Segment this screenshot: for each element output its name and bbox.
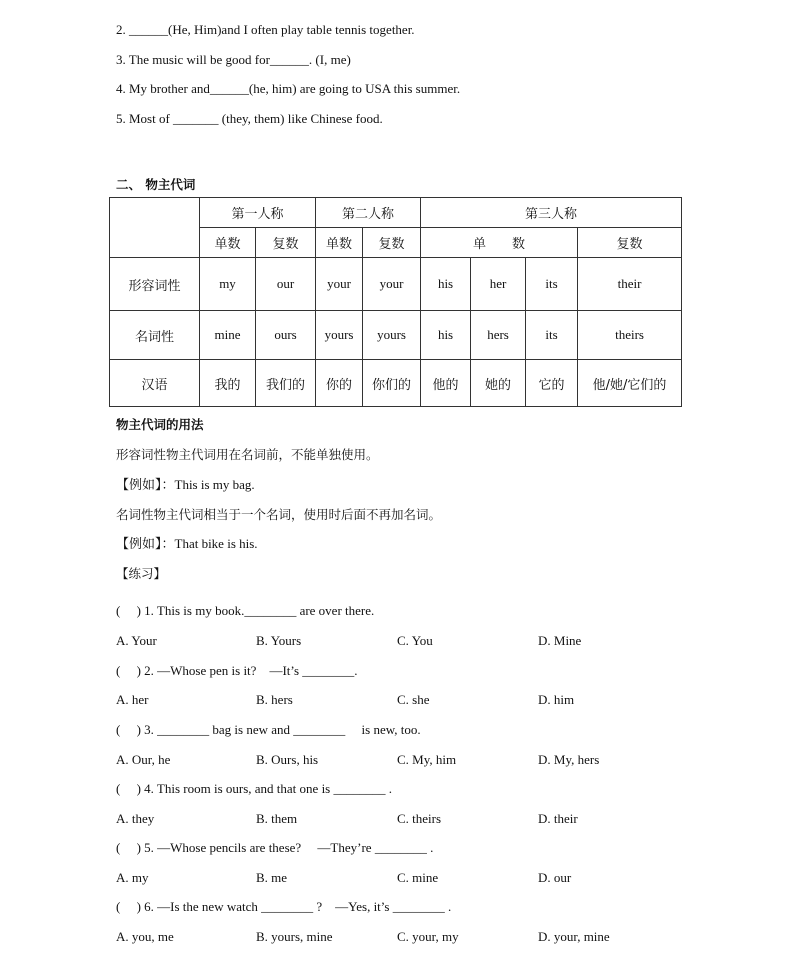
table-cell: 他/她/它们的	[578, 360, 682, 407]
table-cell: 我的	[200, 360, 256, 407]
table-row-adjective	[110, 258, 682, 311]
option-d: D. your, mine	[538, 929, 610, 944]
option-b: B. Yours	[256, 633, 302, 648]
option-b: B. hers	[256, 692, 293, 707]
option-c: C. theirs	[397, 811, 442, 826]
table-cell: theirs	[578, 311, 682, 360]
question-stem: ( ) 1. This is my book.________ are over there.	[116, 603, 375, 618]
question-stem: ( ) 3. ________ bag is new and ________ is new, too.	[116, 722, 421, 737]
subheader-third-plural: 复数	[578, 228, 682, 258]
row-label: 形容词性	[110, 258, 200, 311]
table-cell: yours	[316, 311, 363, 360]
exercise-line-4: 4. My brother and______(he, him) are going to USA this summer.	[116, 81, 461, 96]
table-cell: your	[363, 258, 421, 311]
table-cell: mine	[200, 311, 256, 360]
table-cell: our	[256, 258, 316, 311]
table-cell: 他的	[421, 360, 471, 407]
table-row-noun	[110, 311, 682, 360]
table-cell: 她的	[471, 360, 526, 407]
option-d: D. Mine	[538, 633, 582, 648]
option-a: A. my	[116, 870, 149, 885]
table-cell: 我们的	[256, 360, 316, 407]
usage-title: 物主代词的用法	[116, 417, 204, 432]
table-cell: my	[200, 258, 256, 311]
usage-rule-2: 名词性物主代词相当于一个名词，使用时后面不再加名词。	[116, 507, 442, 522]
header-second-person: 第二人称	[316, 198, 421, 228]
usage-example-1: 【例如】：This is my bag.	[116, 477, 255, 492]
option-c: C. My, him	[397, 752, 457, 767]
table-cell: its	[526, 311, 578, 360]
exercise-line-2: 2. ______(He, Him)and I often play table tennis together.	[116, 22, 415, 37]
subheader-first-singular: 单数	[200, 228, 256, 258]
option-c: C. your, my	[397, 929, 459, 944]
table-corner-cell	[110, 198, 200, 258]
table-cell: hers	[471, 311, 526, 360]
question-stem: ( ) 4. This room is ours, and that one is ________ .	[116, 781, 392, 796]
header-first-person: 第一人称	[200, 198, 316, 228]
option-a: A. her	[116, 692, 149, 707]
option-d: D. him	[538, 692, 575, 707]
subheader-second-singular: 单数	[316, 228, 363, 258]
possessive-pronoun-table	[109, 197, 682, 407]
option-c: C. mine	[397, 870, 439, 885]
table-cell: their	[578, 258, 682, 311]
option-b: B. Ours, his	[256, 752, 319, 767]
option-a: A. you, me	[116, 929, 174, 944]
table-cell: ours	[256, 311, 316, 360]
option-a: A. they	[116, 811, 155, 826]
usage-rule-1: 形容词性物主代词用在名词前，不能单独使用。	[116, 447, 379, 462]
option-c: C. she	[397, 692, 430, 707]
option-b: B. me	[256, 870, 288, 885]
option-a: A. Your	[116, 633, 157, 648]
option-a: A. Our, he	[116, 752, 171, 767]
option-d: D. their	[538, 811, 578, 826]
header-third-person: 第三人称	[421, 198, 682, 228]
exercise-line-3: 3. The music will be good for______. (I, me)	[116, 52, 351, 67]
option-b: B. them	[256, 811, 298, 826]
option-d: D. My, hers	[538, 752, 600, 767]
table-cell: its	[526, 258, 578, 311]
table-cell: 你们的	[363, 360, 421, 407]
question-stem: ( ) 6. —Is the new watch ________ ? —Yes, it’s ________ .	[116, 899, 452, 914]
option-b: B. yours, mine	[256, 929, 333, 944]
subheader-second-plural: 复数	[363, 228, 421, 258]
table-cell: 它的	[526, 360, 578, 407]
row-label: 名词性	[110, 311, 200, 360]
table-row-chinese	[110, 360, 682, 407]
question-stem: ( ) 2. —Whose pen is it? —It’s ________.	[116, 663, 358, 678]
practice-label: 【练习】	[116, 566, 167, 581]
row-label: 汉语	[110, 360, 200, 407]
table-cell: her	[471, 258, 526, 311]
option-d: D. our	[538, 870, 572, 885]
subheader-third-singular: 单 数	[421, 228, 578, 258]
subheader-first-plural: 复数	[256, 228, 316, 258]
table-cell: yours	[363, 311, 421, 360]
question-stem: ( ) 5. —Whose pencils are these? —They’re ________ .	[116, 840, 434, 855]
usage-example-2: 【例如】：That bike is his.	[116, 536, 258, 551]
table-cell: your	[316, 258, 363, 311]
table-cell: his	[421, 258, 471, 311]
section-heading: 二、 物主代词	[116, 177, 196, 192]
option-c: C. You	[397, 633, 433, 648]
table-cell: his	[421, 311, 471, 360]
table-cell: 你的	[316, 360, 363, 407]
exercise-line-5: 5. Most of _______ (they, them) like Chinese food.	[116, 111, 383, 126]
